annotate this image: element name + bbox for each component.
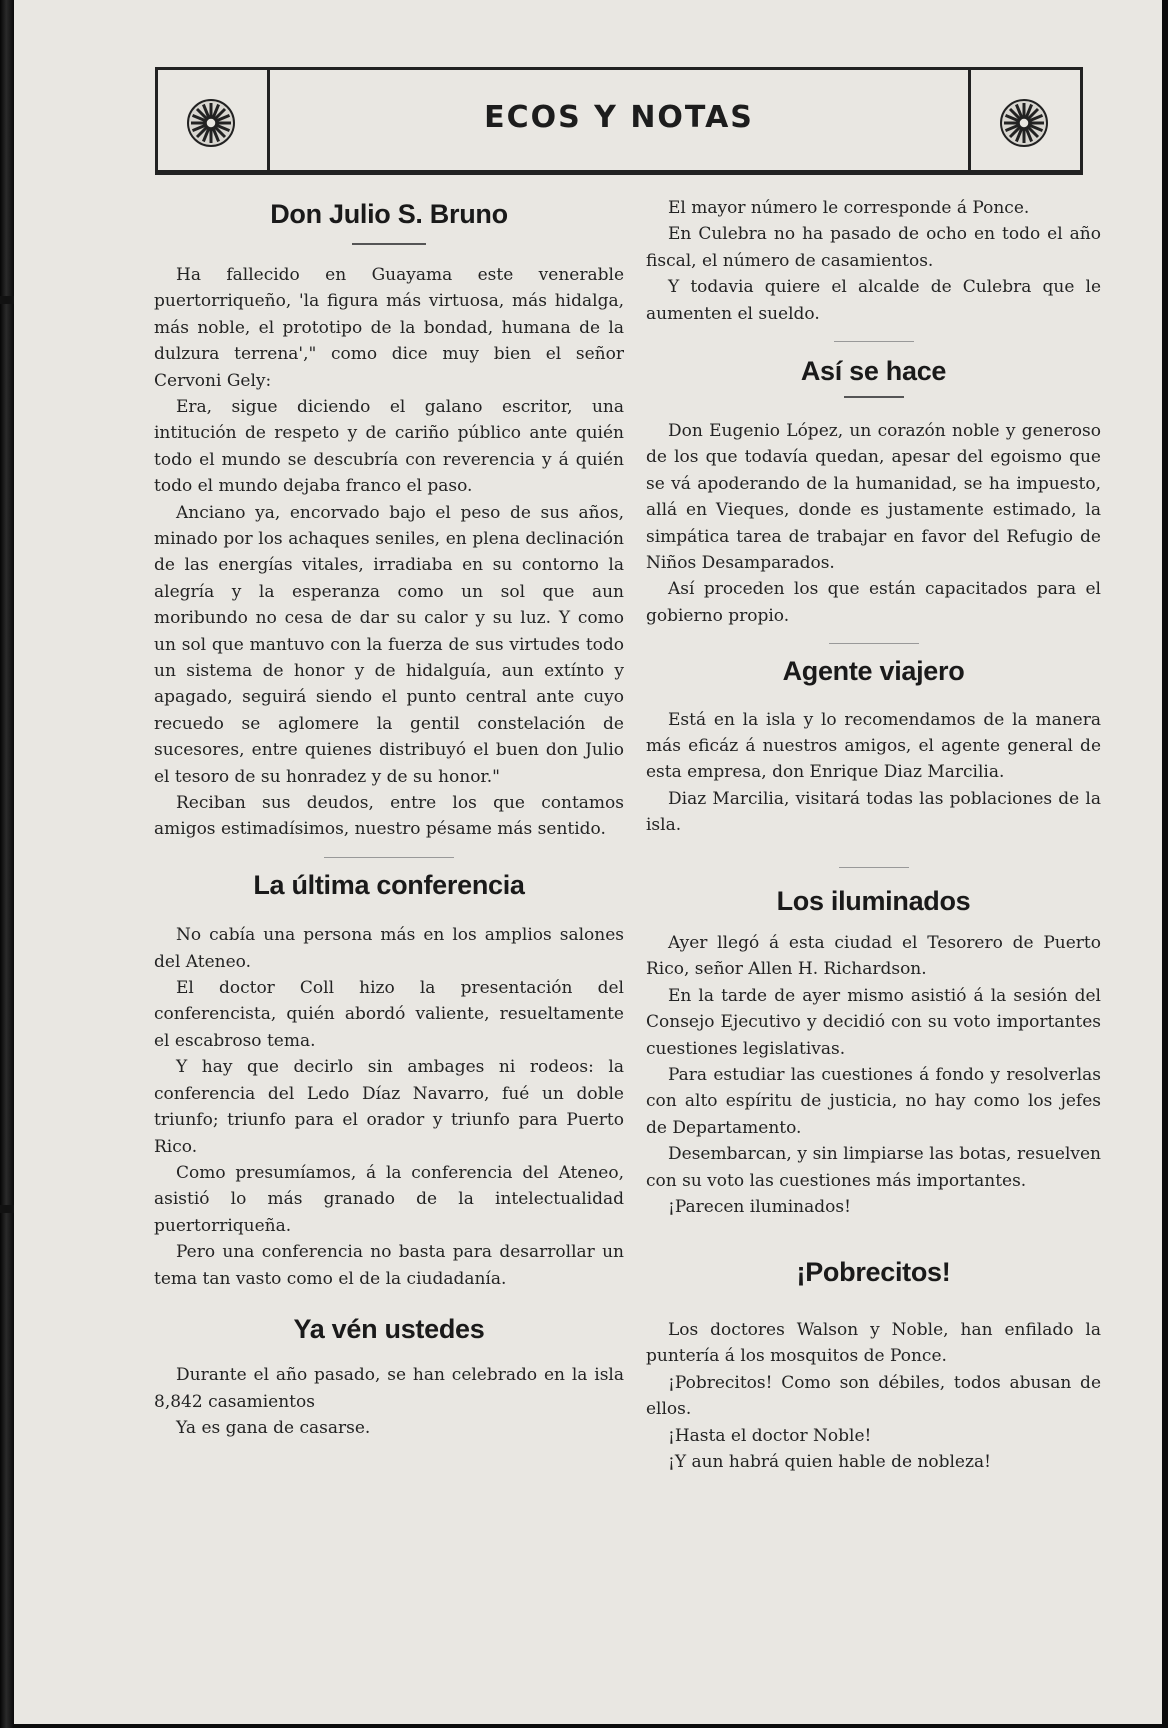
header-ornament-left [158, 70, 270, 172]
article-paragraph: Ha fallecido en Guayama este venerable puertorriqueño, 'la figura más virtuosa, más hidalga, más noble, el prototipo de la bondad, humana de la dulzura terrena'," como dice muy bien el señor Cervoni Gely: [154, 264, 624, 391]
article-title: Así se hace [800, 356, 947, 387]
article-paragraph: Anciano ya, encorvado bajo el peso de sus años, minado por los achaques seniles, en plena declinación de las energías vitales, irradiaba en su contorno la alegría y la esperanza como un sol que aun moribundo no cesa de dar su calor y su luz. Y como un sol que mantuvo con la fuerza de sus virtudes todo un sistema de honor y de hidalguía, aun extínto y apagado, seguirá siendo el punto central ante cuyo recuedo se aglomere la gentil constelación de sucesores, entre quienes distribuyó el buen don Julio el tesoro de su honradez y de su honor." [154, 502, 624, 787]
binding-spine [0, 0, 14, 1728]
header-rule [155, 170, 1083, 173]
rosette-icon [186, 98, 236, 148]
header-ornament-right [968, 70, 1080, 172]
section-header [155, 67, 1083, 175]
right-column [646, 195, 1101, 1475]
article-paragraph: No cabía una persona más en los amplios salones del Ateneo. [154, 925, 624, 972]
article-paragraph: Así proceden los que están capacitados para el gobierno propio. [646, 579, 1101, 626]
spine-mark [0, 296, 14, 304]
article-title: La última conferencia [253, 869, 525, 900]
article-paragraph: Durante el año pasado, se han celebrado en la isla 8,842 casamientos [154, 1365, 624, 1412]
section-separator [829, 643, 919, 644]
spine-mark [0, 1205, 14, 1213]
article-paragraph: ¡Pobrecitos! Como son débiles, todos abusan de ellos. [646, 1372, 1101, 1420]
section-separator [834, 341, 914, 342]
section-separator [839, 867, 909, 868]
rosette-icon [999, 98, 1049, 148]
article-title: Agente viajero [782, 656, 965, 687]
article-paragraph: Era, sigue diciendo el galano escritor, una intitución de respeto y de cariño público ante quién todo el mundo se descubría con reverencia y á quién todo el mundo dejaba franco el paso. [154, 396, 624, 497]
section-separator [324, 857, 454, 858]
header-title: ECOS Y NOTAS [484, 100, 754, 135]
article-paragraph: ¡Hasta el doctor Noble! [668, 1425, 872, 1446]
article-paragraph: Desembarcan, y sin limpiarse las botas, resuelven con su voto las cuestiones más importantes. [646, 1144, 1101, 1191]
article-paragraph: Ayer llegó á esta ciudad el Tesorero de Puerto Rico, señor Allen H. Richardson. [646, 933, 1101, 980]
title-rule [844, 396, 904, 398]
article-paragraph: En Culebra no ha pasado de ocho en todo el año fiscal, el número de casamientos. [646, 224, 1101, 271]
article-paragraph: Como presumíamos, á la conferencia del Ateneo, asistió lo más granado de la intelectualidad puertorriqueña. [154, 1162, 624, 1236]
article-title: Don Julio S. Bruno [270, 199, 508, 229]
article-paragraph: Está en la isla y lo recomendamos de la manera más eficáz á nuestros amigos, el agente general de esta empresa, don Enrique Diaz Marcilia. [646, 709, 1101, 783]
article-paragraph: El mayor número le corresponde á Ponce. [668, 198, 1030, 218]
article-paragraph: ¡Parecen iluminados! [668, 1197, 851, 1218]
article-paragraph: Para estudiar las cuestiones á fondo y resolverlas con alto espíritu de justicia, no hay como los jefes de Departamento. [646, 1065, 1101, 1138]
title-rule [352, 243, 426, 245]
article-paragraph: Reciban sus deudos, entre los que contamos amigos estimadísimos, nuestro pésame más sentido. [154, 793, 624, 840]
article-paragraph: Ya es gana de casarse. [176, 1418, 371, 1439]
article-paragraph: Don Eugenio López, un corazón noble y generoso de los que todavía quedan, apesar del egoismo que se vá apoderando de la humanidad, se ha impuesto, allá en Vieques, donde es justamente estimado, la simpática tarea de trabajar en favor del Refugio de Niños Desamparados. [646, 420, 1101, 573]
article-paragraph: Y todavia quiere el alcalde de Culebra que le aumenten el sueldo. [646, 277, 1101, 324]
article-paragraph: Pero una conferencia no basta para desarrollar un tema tan vasto como el de la ciudadanía. [154, 1242, 624, 1289]
article-paragraph: Diaz Marcilia, visitará todas las poblaciones de la isla. [646, 788, 1101, 836]
article-title: Los iluminados [776, 885, 971, 916]
article-paragraph: Los doctores Walson y Noble, han enfilado la puntería á los mosquitos de Ponce. [646, 1319, 1101, 1367]
page [14, 0, 1162, 1724]
article-title: ¡Pobrecitos! [796, 1256, 951, 1287]
article-title: Ya vén ustedes [293, 1313, 485, 1344]
article-paragraph: En la tarde de ayer mismo asistió á la sesión del Consejo Ejecutivo y decidió con su voto importantes cuestiones legislativas. [646, 985, 1101, 1059]
left-column [154, 195, 624, 1442]
article-paragraph: ¡Y aun habrá quien hable de nobleza! [668, 1451, 991, 1472]
article-paragraph: El doctor Coll hizo la presentación del conferencista, quién abordó valiente, resueltamente el escabroso tema. [154, 978, 624, 1051]
article-paragraph: Y hay que decirlo sin ambages ni rodeos: la conferencia del Ledo Díaz Navarro, fué un doble triunfo; triunfo para el orador y triunfo para Puerto Rico. [154, 1057, 624, 1157]
